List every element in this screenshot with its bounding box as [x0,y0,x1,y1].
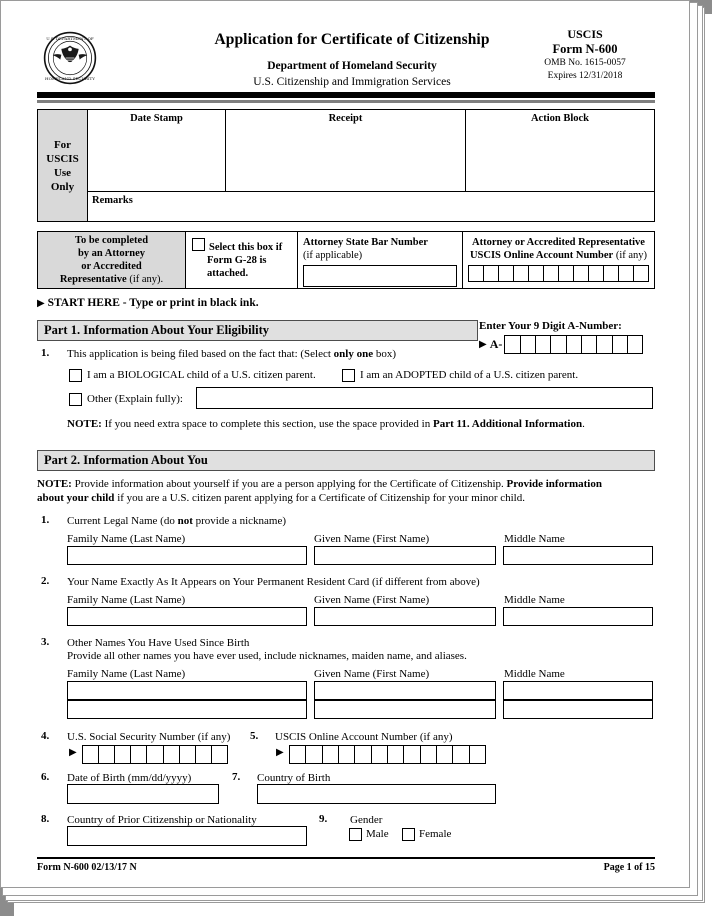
part2-item3-row2-family-input[interactable] [67,700,307,719]
part2-item3-row1-given-input[interactable] [314,681,496,700]
part2-prior-citizenship-input[interactable] [67,826,307,846]
triangle-bullet-icon: ▶ [37,298,45,309]
part2-gender-male-checkbox[interactable] [349,828,362,841]
part2-item5-label: USCIS Online Account Number (if any) [275,731,453,743]
a-number-field-group [479,320,655,354]
part2-item6-number: 6. [41,771,50,783]
part1-biological-child-checkbox[interactable] [69,369,82,382]
part2-item9-number: 9. [319,813,328,825]
dhs-seal-icon [43,31,97,85]
uscis-use-line-3: Use [53,166,72,179]
part2-item7-number: 7. [232,771,241,783]
part2-item1-text-bold: not [177,515,193,527]
part2-item3-given-label: Given Name (First Name) [314,668,430,680]
agency-subname: U.S. Citizenship and Immigration Services [253,76,451,88]
part2-gender-female-checkbox[interactable] [402,828,415,841]
part1-note-bold: Part 11. Additional Information [432,418,583,430]
part2-item9-label: Gender [350,814,383,826]
part1-adopted-child-label: I am an ADOPTED child of a U.S. citizen parent. [360,369,579,381]
title-column [157,23,547,89]
a-number-input[interactable] [504,335,643,354]
part1-item1-question [67,347,487,361]
part2-uscis-account-input[interactable] [289,745,486,764]
part2-item1-label [67,514,286,528]
page-title: Application for Certificate of Citizenship [214,31,490,48]
attorney-online-account-cell [463,232,654,288]
part2-item3-label-line-1: Other Names You Have Used Since Birth [67,637,250,649]
part2-item5-number: 5. [250,730,259,742]
part2-item3-row2-given-input[interactable] [314,700,496,719]
attorney-label-line-1: To be completed [74,235,149,246]
part2-item3-family-label: Family Name (Last Name) [67,668,186,680]
part2-item1-given-input[interactable] [314,546,496,565]
part2-item2-given-input[interactable] [314,607,496,626]
footer-page-number: Page 1 of 15 [603,862,655,873]
part2-item1-number: 1. [41,514,50,526]
triangle-bullet-icon: ▶ [276,747,284,758]
part1-item1-text-pre: This application is being filed based on the fact that: (Select [67,348,334,360]
part2-date-of-birth-input[interactable] [67,784,219,804]
agency-name: Department of Homeland Security [267,60,437,72]
uscis-use-line-2: USCIS [46,152,79,165]
part2-item1-text-post: provide a nickname) [192,515,287,527]
start-here-text: START HERE - Type or print in black ink. [47,297,259,309]
g28-attached-checkbox[interactable] [192,238,205,251]
part2-item6-label: Date of Birth (mm/dd/yyyy) [67,772,192,784]
part2-item2-label: Your Name Exactly As It Appears on Your Permanent Resident Card (if different from above) [67,576,480,588]
part1-note-post: . [582,418,585,430]
attorney-online-account-label-line-2: USCIS Online Account Number [469,250,614,261]
part2-item1-middle-input[interactable] [503,546,653,565]
header-rule-gray [37,100,655,103]
attorney-block-label [38,232,186,288]
svg-text:U.S. DEPARTMENT OF: U.S. DEPARTMENT OF [46,36,94,42]
part2-note-line-2 [37,491,657,505]
uscis-use-line-1: For [53,138,72,151]
svg-text:HOMELAND SECURITY: HOMELAND SECURITY [45,76,95,82]
part2-item8-number: 8. [41,813,50,825]
part2-item3-number: 3. [41,636,50,648]
part2-item1-family-label: Family Name (Last Name) [67,533,186,545]
part2-item1-text-pre: Current Legal Name (do [67,515,178,527]
omb-number: OMB No. 1615-0057 [544,58,626,68]
part2-country-of-birth-input[interactable] [257,784,496,804]
part2-gender-male-label: Male [366,828,389,840]
g28-label-line-1: Select this box if [209,242,283,253]
expiration-date: Expires 12/31/2018 [547,71,623,81]
part2-note-line1-pre: Provide information about yourself if you are a person applying for the Certificate of Citizenship. [71,478,507,490]
part2-item8-label: Country of Prior Citizenship or Nationality [67,814,257,826]
form-header [37,23,655,89]
part2-item7-label: Country of Birth [257,772,331,784]
part2-item3-middle-label: Middle Name [504,668,565,680]
part-2-header: Part 2. Information About You [37,450,655,471]
action-block-cell: Action Block [466,110,654,192]
part1-note-pre: If you need extra space to complete this section, use the space provided in [101,418,433,430]
part2-item2-family-label: Family Name (Last Name) [67,594,186,606]
part1-other-checkbox[interactable] [69,393,82,406]
start-here-instruction [37,297,259,309]
part1-note [67,417,657,431]
attorney-online-account-label-suffix: (if any) [613,250,648,261]
attorney-block [37,231,655,289]
date-stamp-cell: Date Stamp [88,110,226,192]
part2-note-line1-bold: Provide information [506,478,602,490]
part2-item3-row2-middle-input[interactable] [503,700,653,719]
receipt-cell: Receipt [226,110,466,192]
part2-item2-middle-label: Middle Name [504,594,565,606]
part2-item1-given-label: Given Name (First Name) [314,533,430,545]
part2-item4-label: U.S. Social Security Number (if any) [67,731,231,743]
attorney-bar-number-input[interactable] [303,265,457,287]
part1-other-label: Other (Explain fully): [87,393,183,405]
part1-biological-child-label: I am a BIOLOGICAL child of a U.S. citizen parent. [87,369,316,381]
attorney-online-account-input[interactable] [468,265,649,282]
footer-rule [37,857,655,859]
part1-other-explain-input[interactable] [196,387,653,409]
part2-item2-given-label: Given Name (First Name) [314,594,430,606]
part2-gender-female-label: Female [419,828,452,840]
part-1-header: Part 1. Information About Your Eligibility [37,320,478,341]
a-number-prefix: A- [489,337,503,351]
part2-note-label: NOTE: [37,478,72,490]
attorney-bar-number-label: Attorney State Bar Number [303,237,428,248]
part2-item4-number: 4. [41,730,50,742]
part2-item2-middle-input[interactable] [503,607,653,626]
part2-note-line2-bold: about your child [37,492,115,504]
footer-form-id: Form N-600 02/13/17 N [37,862,137,873]
part2-item1-middle-label: Middle Name [504,533,565,545]
attorney-label-line-3: or Accredited [81,261,142,272]
a-number-label: Enter Your 9 Digit A-Number: [479,320,622,332]
part2-note-line2-post: if you are a U.S. citizen parent applying for a Certificate of Citizenship for your minor child. [114,492,525,504]
uscis-use-only-label [38,110,88,221]
g28-label-line-2: Form G-28 is [207,255,267,266]
triangle-bullet-icon: ▶ [479,339,487,350]
part2-item2-number: 2. [41,575,50,587]
remarks-cell: Remarks [92,195,133,206]
part1-item1-text-post: box) [373,348,397,360]
part2-item2-family-input[interactable] [67,607,307,626]
part1-item1-number: 1. [41,347,50,359]
uscis-use-only-block [37,109,655,222]
attorney-label-line-4: Representative [59,274,127,285]
attorney-label-suffix: (if any). [126,274,164,285]
triangle-bullet-icon: ▶ [69,747,77,758]
attorney-online-account-label-line-1: Attorney or Accredited Representative [472,237,645,248]
uscis-label: USCIS [567,27,603,41]
part2-note-line-1 [37,477,657,491]
part2-item3-row1-middle-input[interactable] [503,681,653,700]
part2-item3-label-line-2: Provide all other names you have ever used, include nicknames, maiden name, and aliases. [67,650,467,662]
part2-ssn-input[interactable] [82,745,228,764]
uscis-use-line-4: Only [50,180,75,193]
attorney-label-line-2: by an Attorney [77,248,146,259]
part2-item1-family-input[interactable] [67,546,307,565]
attorney-bar-number-cell [298,232,463,288]
header-rule-black [37,92,655,98]
part1-item1-text-bold: only one [333,348,374,360]
g28-label-line-3: attached. [207,268,249,279]
part1-adopted-child-checkbox[interactable] [342,369,355,382]
attorney-bar-number-sublabel: (if applicable) [303,250,363,261]
form-number: Form N-600 [552,42,618,56]
form-id-block [515,27,655,83]
part1-note-label: NOTE: [67,418,102,430]
g28-checkbox-cell [186,232,298,288]
part2-item3-row1-family-input[interactable] [67,681,307,700]
